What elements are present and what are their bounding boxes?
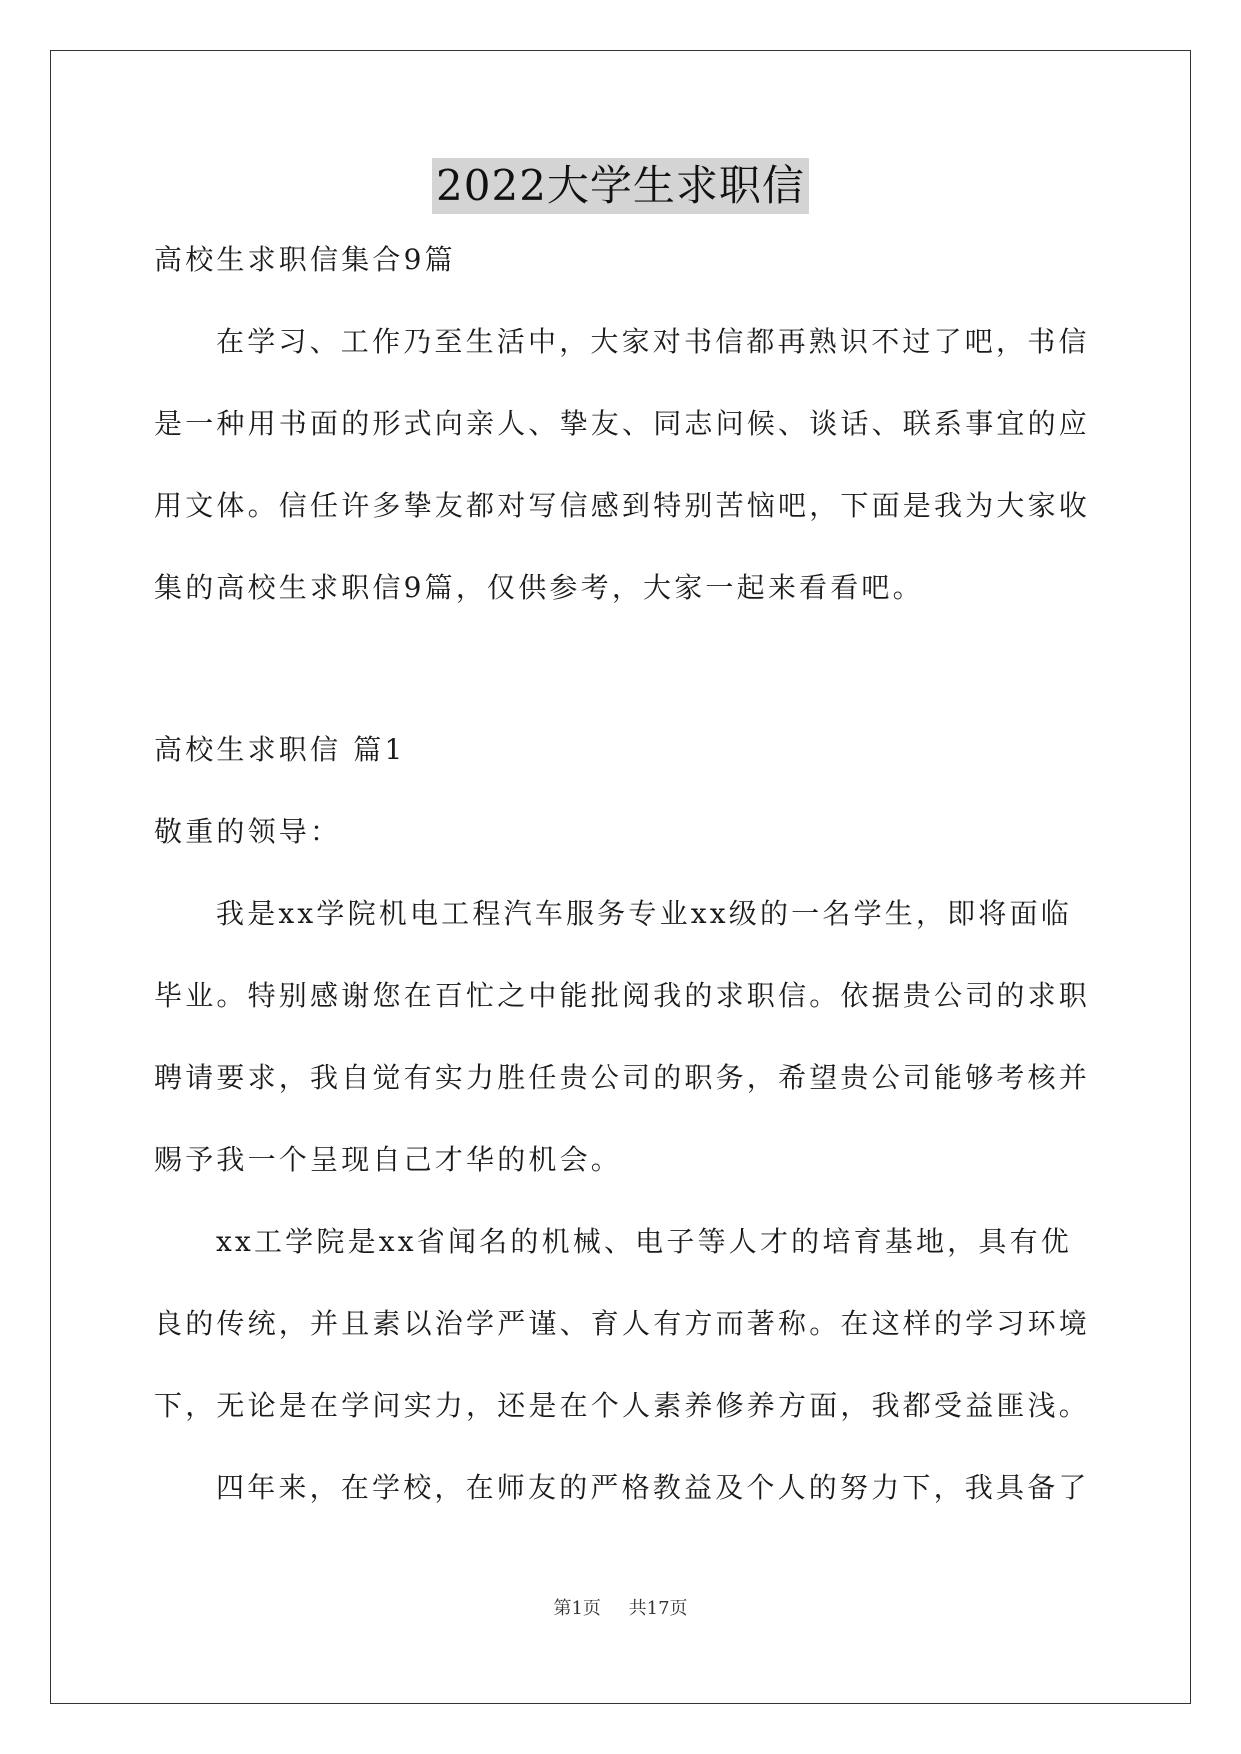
paragraph-line: 赐予我一个呈现自己才华的机会。	[154, 1143, 623, 1176]
document-body	[154, 236, 1094, 1546]
intro-line: 用文体。信任许多挚友都对写信感到特别苦恼吧，下面是我为大家收	[154, 489, 1091, 522]
salutation: 敬重的领导：	[154, 815, 342, 848]
paragraph-line: 良的传统，并且素以治学严谨、育人有方而著称。在这样的学习环境	[154, 1307, 1091, 1340]
paragraph-line: 我是xx学院机电工程汽车服务专业xx级的一名学生，即将面临	[216, 897, 1072, 930]
page-number-total: 共17页	[628, 1598, 688, 1619]
paragraph-line: 聘请要求，我自觉有实力胜任贵公司的职务，希望贵公司能够考核并	[154, 1061, 1091, 1094]
intro-line: 是一种用书面的形式向亲人、挚友、同志问候、谈话、联系事宜的应	[154, 407, 1091, 440]
intro-line: 集的高校生求职信9篇，仅供参考，大家一起来看看吧。	[154, 571, 924, 604]
intro-line: 在学习、工作乃至生活中，大家对书信都再熟识不过了吧，书信	[216, 325, 1090, 358]
document-title: 2022大学生求职信	[432, 158, 809, 214]
document-subtitle: 高校生求职信集合9篇	[154, 243, 456, 276]
page-number-current: 第1页	[553, 1598, 601, 1619]
paragraph-line: 四年来，在学校，在师友的严格教益及个人的努力下，我具备了	[216, 1471, 1090, 1504]
title-container	[0, 158, 1241, 214]
paragraph-line: xx工学院是xx省闻名的机械、电子等人才的培育基地，具有优	[216, 1225, 1072, 1258]
paragraph-line: 毕业。特别感谢您在百忙之中能批阅我的求职信。依据贵公司的求职	[154, 979, 1091, 1012]
section-gap	[154, 646, 1094, 726]
page-footer	[0, 1594, 1241, 1620]
paragraph-line: 下，无论是在学问实力，还是在个人素养修养方面，我都受益匪浅。	[154, 1389, 1091, 1422]
section-heading: 高校生求职信 篇1	[154, 733, 406, 766]
